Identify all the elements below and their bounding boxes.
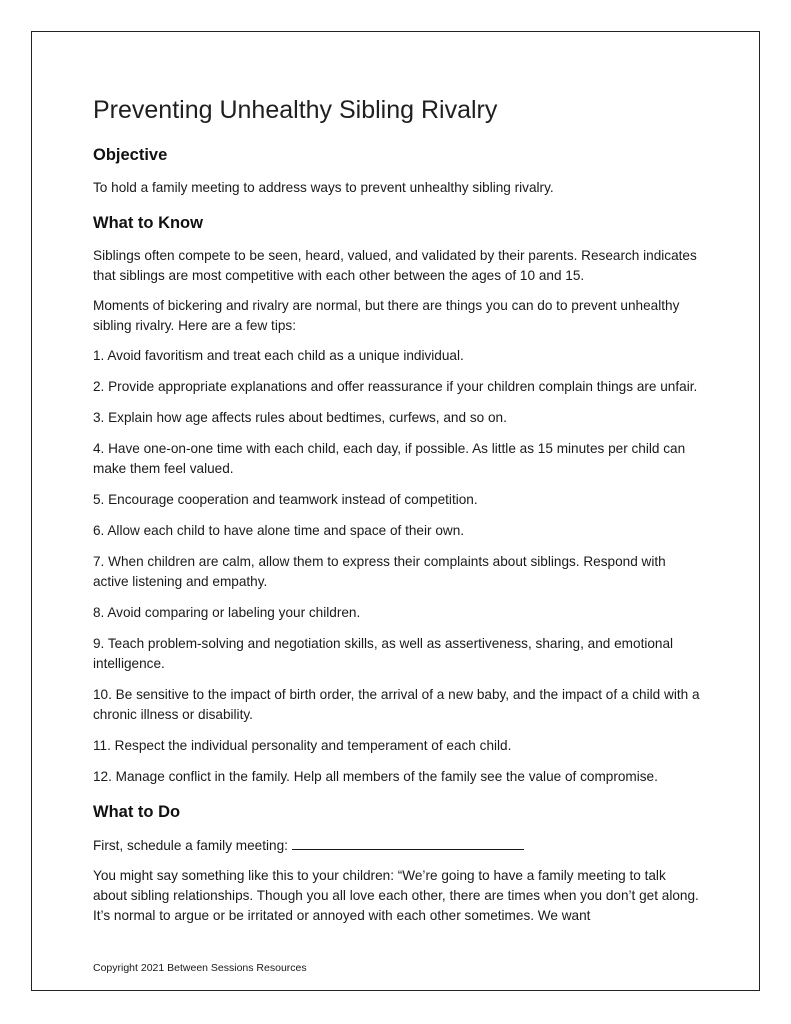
tip-item: 4. Have one-on-one time with each child, each day, if possible. As little as 15 minutes per child can make them feel valued. xyxy=(93,441,686,476)
tip-item: 12. Manage conflict in the family. Help all members of the family see the value of compromise. xyxy=(93,769,658,784)
schedule-label: First, schedule a family meeting: xyxy=(93,838,288,853)
what-to-know-para-1: Siblings often compete to be seen, heard, valued, and validated by their parents. Research indicates that siblings are most competitive with each other between the ages of 10 and 15. xyxy=(93,248,697,283)
page-title: Preventing Unhealthy Sibling Rivalry xyxy=(93,96,498,124)
tip-item: 1. Avoid favoritism and treat each child as a unique individual. xyxy=(93,348,464,363)
objective-text: To hold a family meeting to address ways to prevent unhealthy sibling rivalry. xyxy=(93,180,554,195)
meeting-date-blank[interactable] xyxy=(292,835,524,850)
tip-item: 10. Be sensitive to the impact of birth order, the arrival of a new baby, and the impact of a child with a chronic illness or disability. xyxy=(93,687,700,722)
tip-item: 2. Provide appropriate explanations and offer reassurance if your children complain things are unfair. xyxy=(93,379,698,394)
objective-heading: Objective xyxy=(93,146,168,164)
what-to-know-para-2: Moments of bickering and rivalry are normal, but there are things you can do to prevent unhealthy sibling rivalry. Here are a few tips: xyxy=(93,298,680,333)
document-body xyxy=(93,94,703,936)
copyright-footer: Copyright 2021 Between Sessions Resources xyxy=(93,962,307,974)
tip-item: 8. Avoid comparing or labeling your children. xyxy=(93,605,361,620)
tips-list xyxy=(93,346,703,787)
what-to-know-heading: What to Know xyxy=(93,214,203,232)
schedule-line xyxy=(93,835,703,856)
what-to-do-heading: What to Do xyxy=(93,803,181,821)
tip-item: 5. Encourage cooperation and teamwork instead of competition. xyxy=(93,492,478,507)
tip-item: 3. Explain how age affects rules about bedtimes, curfews, and so on. xyxy=(93,410,507,425)
tip-item: 9. Teach problem-solving and negotiation skills, as well as assertiveness, sharing, and emotional intelligence. xyxy=(93,636,674,671)
tip-item: 6. Allow each child to have alone time and space of their own. xyxy=(93,523,465,538)
tip-item: 11. Respect the individual personality and temperament of each child. xyxy=(93,738,512,753)
what-to-do-para: You might say something like this to your children: “We’re going to have a family meeting to talk about sibling relationships. Though you all love each other, there are times when you don’t get along. It’s normal to argue or be irritated or annoyed with each other sometimes. We want xyxy=(93,868,699,923)
tip-item: 7. When children are calm, allow them to express their complaints about siblings. Respond with active listening and empathy. xyxy=(93,554,666,589)
